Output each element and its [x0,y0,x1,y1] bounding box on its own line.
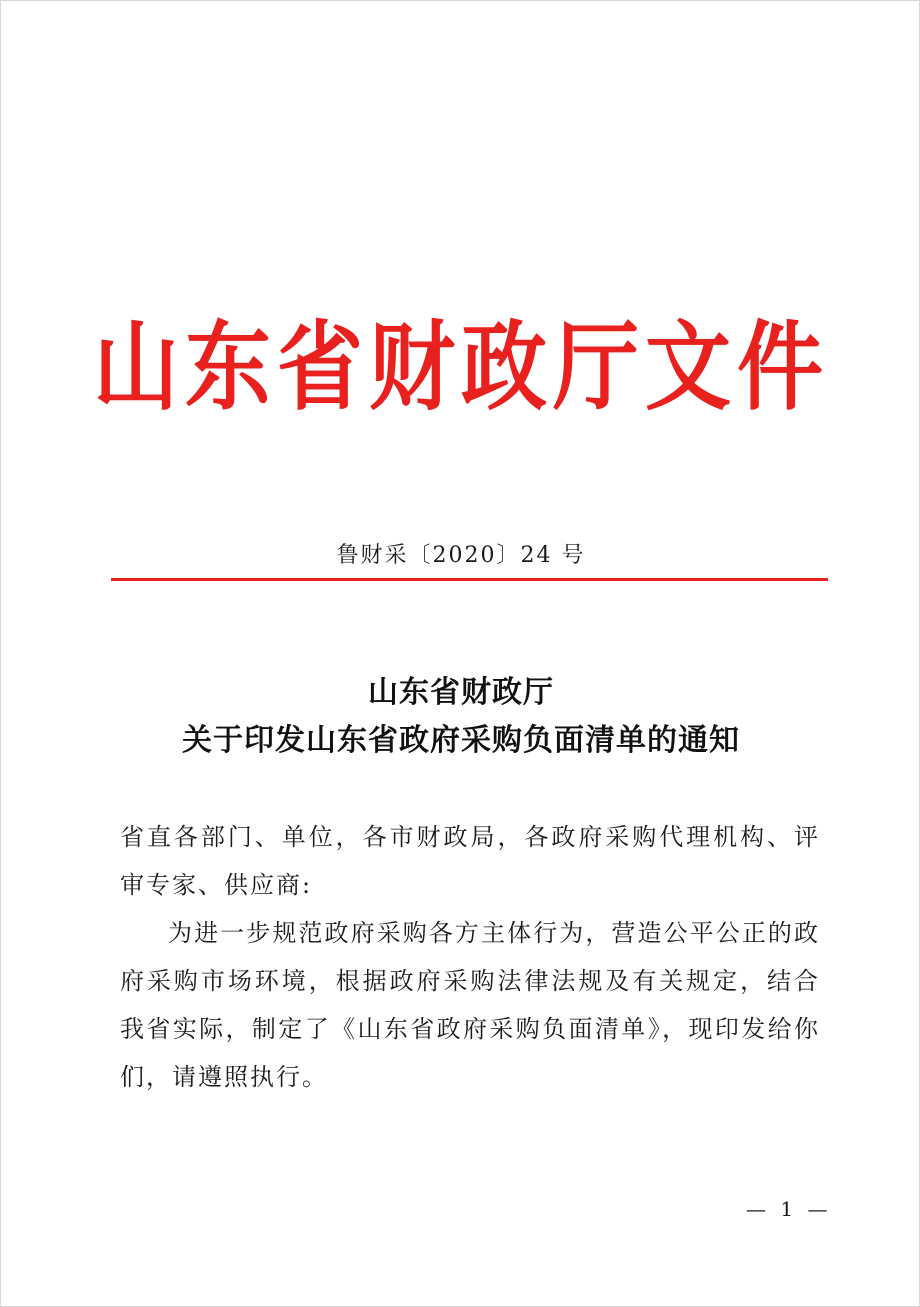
page-number: — 1 — [746,1197,832,1221]
title-line-issuer: 山东省财政厅 [368,675,554,710]
title-line-subject: 关于印发山东省政府采购负面清单的通知 [182,723,740,758]
document-title [1,669,920,765]
addressees-paragraph: 省直各部门、单位，各市财政局，各政府采购代理机构、评审专家、供应商: [120,823,820,899]
body-paragraph: 为进一步规范政府采购各方主体行为，营造公平公正的政府采购市场环境，根据政府采购法律法规及有关规定，结合我省实际，制定了《山东省政府采购负面清单》，现印发给你们，请遵照执行。 [120,919,820,1091]
document-number: 鲁财采〔2020〕24 号 [336,543,586,568]
red-divider-line [111,578,828,581]
document-body [120,813,820,1101]
masthead-title: 山东省财政厅文件 [93,311,829,425]
